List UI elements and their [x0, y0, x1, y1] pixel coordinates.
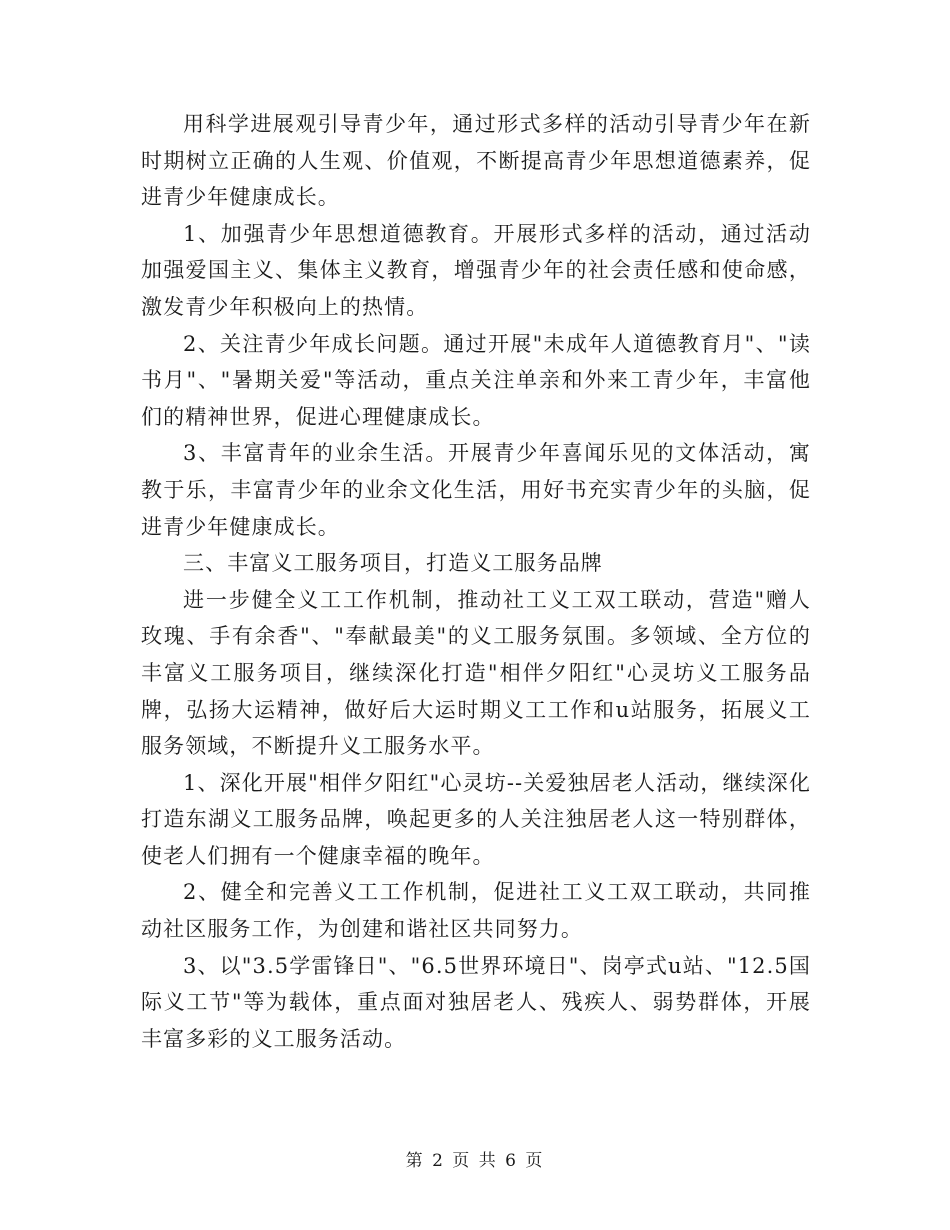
- paragraph-item-3: 3、丰富青年的业余生活。开展青少年喜闻乐见的文体活动，寓教于乐，丰富青少年的业余文化生活，用好书充实青少年的头脑，促进青少年健康成长。: [141, 441, 811, 539]
- page-number-footer: 第 2 页 共 6 页: [405, 1151, 545, 1171]
- paragraph-section-item-2: 2、健全和完善义工工作机制，促进社工义工双工联动，共同推动社区服务工作，为创建和谐社区共同努力。: [141, 880, 811, 942]
- document-body: [141, 106, 811, 1057]
- section-heading-3: 三、丰富义工服务项目，打造义工服务品牌: [183, 551, 603, 576]
- paragraph-section-item-3: 3、以"3.5学雷锋日"、"6.5世界环境日"、岗亭式u站、"12.5国际义工节"等为载体，重点面对独居老人、残疾人、弱势群体，开展丰富多彩的义工服务活动。: [141, 953, 811, 1051]
- paragraph-item-2: 2、关注青少年成长问题。通过开展"未成年人道德教育月"、"读书月"、"暑期关爱"等活动，重点关注单亲和外来工青少年，丰富他们的精神世界，促进心理健康成长。: [141, 331, 811, 429]
- paragraph-section-intro: 进一步健全义工工作机制，推动社工义工双工联动，营造"赠人玫瑰、手有余香"、"奉献最美"的义工服务氛围。多领域、全方位的丰富义工服务项目，继续深化打造"相伴夕阳红"心灵坊义工服务品牌，弘扬大运精神，做好后大运时期义工工作和u站服务，拓展义工服务领域，不断提升义工服务水平。: [141, 587, 811, 759]
- paragraph-section-item-1: 1、深化开展"相伴夕阳红"心灵坊--关爱独居老人活动，继续深化打造东湖义工服务品牌，唤起更多的人关注独居老人这一特别群体，使老人们拥有一个健康幸福的晚年。: [141, 770, 811, 868]
- paragraph-intro: 用科学进展观引导青少年，通过形式多样的活动引导青少年在新时期树立正确的人生观、价值观，不断提高青少年思想道德素养，促进青少年健康成长。: [141, 112, 811, 210]
- paragraph-item-1: 1、加强青少年思想道德教育。开展形式多样的活动，通过活动加强爱国主义、集体主义教育，增强青少年的社会责任感和使命感，激发青少年积极向上的热情。: [141, 221, 811, 319]
